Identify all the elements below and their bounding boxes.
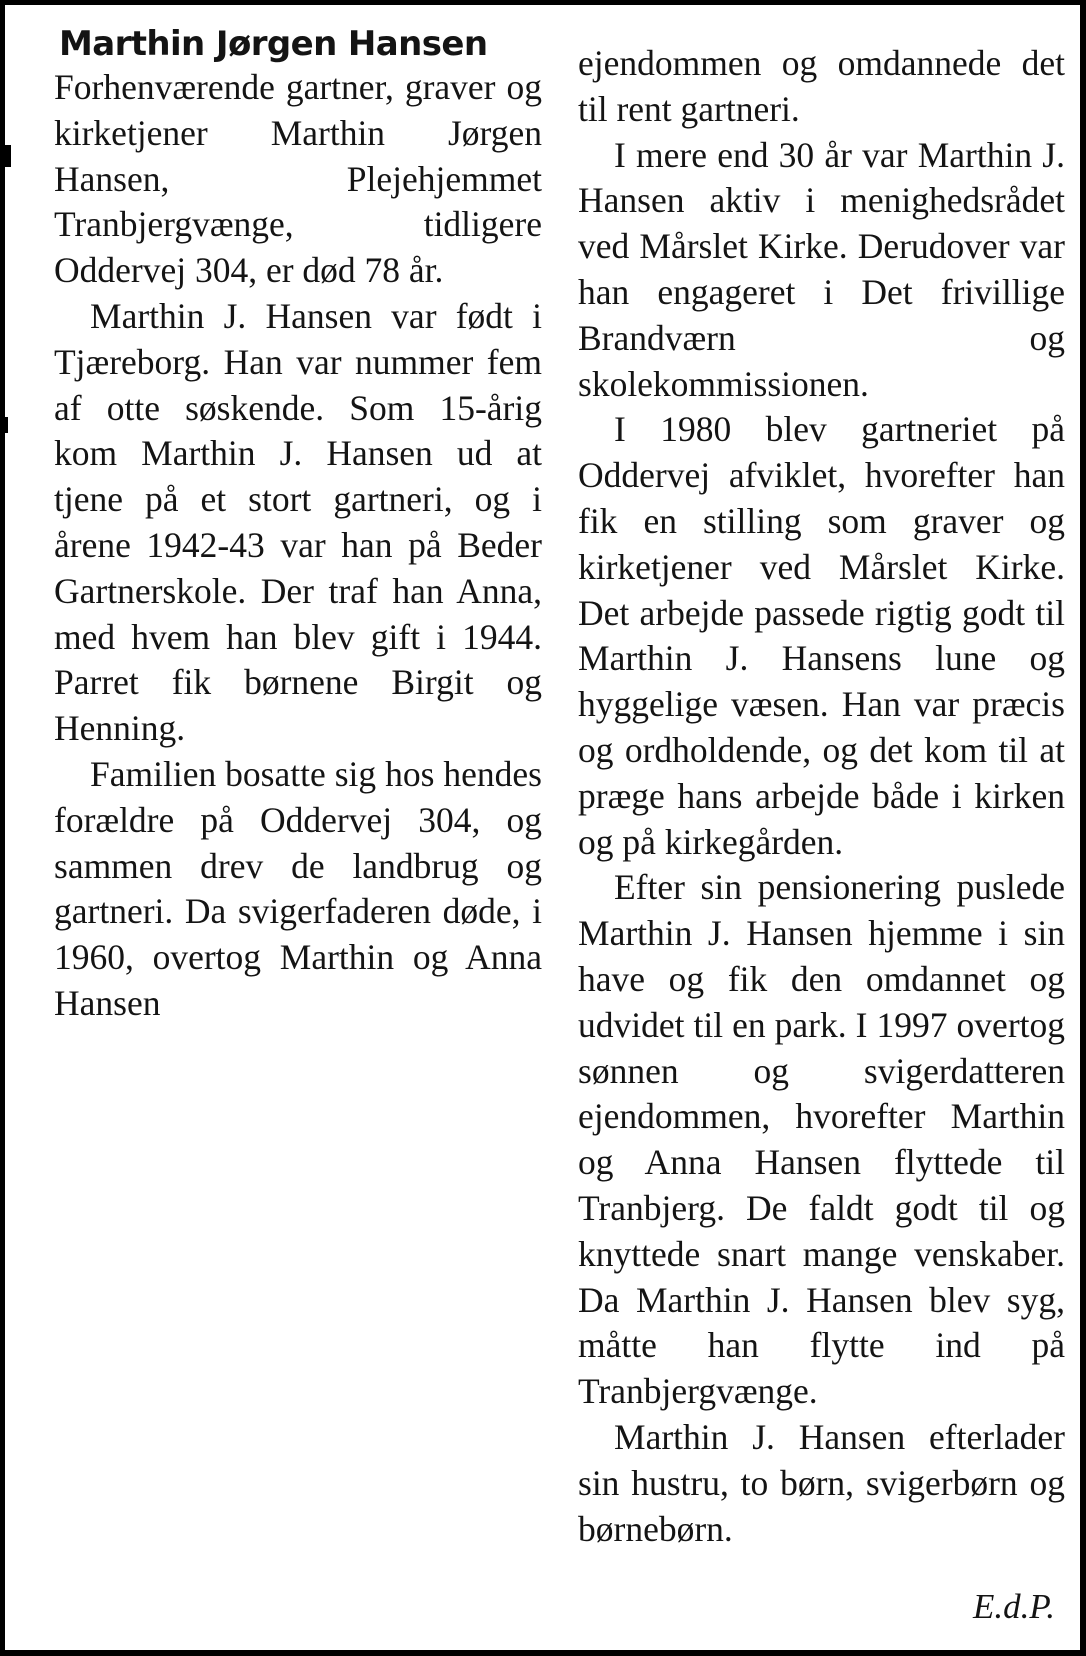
newspaper-clipping — [5, 5, 1080, 1650]
article-paragraph-family: Familien bosatte sig hos hendes forældre på Oddervej 304, og sammen drev de landbrug og gartneri. Da svigerfaderen døde, i 1960, overtog Marthin og Anna Hansen — [54, 753, 542, 1023]
scan-edge-mark — [5, 145, 11, 167]
article-paragraph-biography: Marthin J. Hansen var født i Tjæreborg. Han var nummer fem af otte søskende. Som 15-årig kom Marthin J. Hansen ud at tjene på et stort gartneri, og i årene 1942-43 var han på Beder Gartnerskole. Der traf han Anna, med hvem han blev gift i 1944. Parret fik børnene Birgit og Henning. — [54, 295, 542, 749]
article-paragraph-continuation: ejendommen og omdannede det til rent gartneri. — [578, 43, 1065, 129]
article-paragraph-retirement: Efter sin pensionering puslede Marthin J. Hansen hjemme i sin have og fik den omdannet og udvidet til en park. I 1997 overtog sønnen og svigerdatteren ejendommen, hvorefter Marthin og Anna Hansen flyttede til Tranbjerg. De faldt godt til og knyttede snart mange venskaber. Da Marthin J. Hansen blev syg, måtte han flytte ind på Tranbjergvænge. — [578, 867, 1065, 1412]
article-column-left — [54, 23, 542, 1027]
article-headline: Marthin Jørgen Hansen — [59, 24, 488, 64]
article-paragraph-survivors: Marthin J. Hansen efterlader sin hustru, to børn, svigerbørn og børnebørn. — [578, 1416, 1065, 1549]
scan-edge-mark — [5, 417, 8, 433]
article-paragraph-intro: Forhenværende gartner, graver og kirketjener Marthin Jørgen Hansen, Plejehjemmet Tranbjergvænge, tidligere Oddervej 304, er død 78 år. — [54, 67, 542, 291]
article-paragraph-church-council: I mere end 30 år var Marthin J. Hansen aktiv i menighedsrådet ved Mårslet Kirke. Derudover var han engageret i Det frivillige Brandværn og skolekommissionen. — [578, 134, 1065, 404]
author-signoff: E.d.P. — [973, 1587, 1055, 1626]
article-column-right — [578, 41, 1065, 1552]
article-paragraph-career: I 1980 blev gartneriet på Oddervej afviklet, hvorefter han fik en stilling som graver og kirketjener ved Mårslet Kirke. Det arbejde passede rigtig godt til Marthin J. Hansens lune og hyggelige væsen. Han var præcis og ordholdende, og det kom til at præge hans arbejde både i kirken og på kirkegården. — [578, 409, 1065, 862]
